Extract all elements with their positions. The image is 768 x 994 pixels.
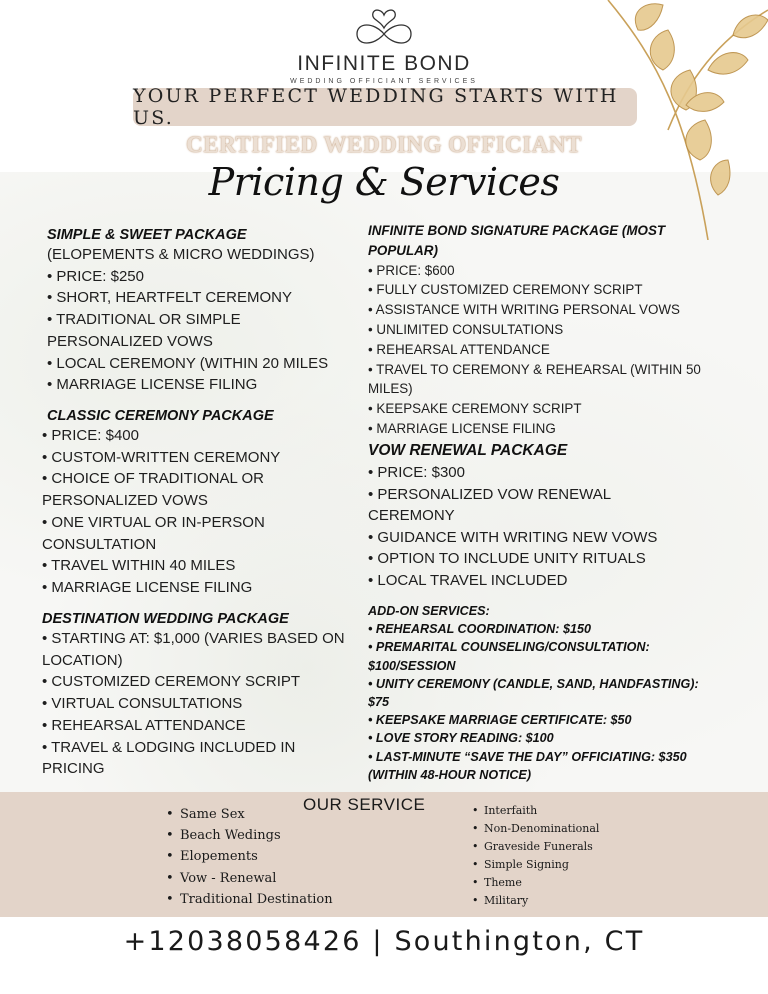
package-line: • STARTING AT: $1,000 (VARIES BASED ON (42, 630, 345, 647)
brand-name: INFINITE BOND (297, 52, 471, 75)
addon-line: • LAST-MINUTE “SAVE THE DAY” OFFICIATING: $350 (368, 749, 687, 764)
addon-line: ADD-ON SERVICES: (368, 604, 490, 618)
service-item: • Same Sex (166, 807, 245, 822)
destination-wedding-package (42, 611, 372, 780)
add-on-services (368, 602, 763, 784)
package-line: • MARRIAGE LICENSE FILING (42, 578, 253, 596)
addon-line: • KEEPSAKE MARRIAGE CERTIFICATE: $50 (368, 713, 632, 728)
contact-info: +12038058426 | Southington, CT (123, 926, 645, 957)
service-item: • Interfaith (472, 804, 538, 817)
service-item: • Theme (472, 876, 522, 889)
package-title: DESTINATION WEDDING PACKAGE (42, 611, 289, 627)
services-title: OUR SERVICE (303, 795, 426, 814)
package-line: • PRICE: $250 (47, 267, 144, 285)
package-line: • ASSISTANCE WITH WRITING PERSONAL VOWS (368, 302, 680, 318)
package-line: • KEEPSAKE CEREMONY SCRIPT (368, 401, 582, 417)
package-line: • LOCAL CEREMONY (WITHIN 20 MILES (47, 354, 329, 372)
package-line: • PRICE: $400 (42, 427, 139, 444)
package-line: PRICING (42, 760, 105, 778)
package-title: INFINITE BOND SIGNATURE PACKAGE (MOST (368, 223, 666, 238)
package-line: LOCATION) (42, 651, 123, 669)
package-line: • REHEARSAL ATTENDANCE (368, 341, 550, 357)
package-line: • MARRIAGE LICENSE FILING (368, 420, 556, 436)
signature-package (368, 221, 758, 439)
package-line: MILES) (368, 381, 413, 397)
package-line: • TRAVEL WITHIN 40 MILES (42, 557, 236, 575)
package-line: • CHOICE OF TRADITIONAL OR (42, 470, 264, 488)
package-line: PERSONALIZED VOWS (42, 492, 208, 510)
package-line: • SHORT, HEARTFELT CEREMONY (47, 289, 293, 307)
package-line: • GUIDANCE WITH WRITING NEW VOWS (368, 528, 658, 546)
package-line: (ELOPEMENTS & MICRO WEDDINGS) (47, 246, 315, 263)
package-title: VOW RENEWAL PACKAGE (368, 442, 568, 459)
brand-subtitle: WEDDING OFFICIANT SERVICES (290, 78, 478, 85)
page-title: Pricing & Services (208, 160, 560, 204)
service-item: • Elopements (166, 849, 258, 865)
package-line: • MARRIAGE LICENSE FILING (47, 376, 258, 394)
package-line: • ONE VIRTUAL OR IN-PERSON (42, 513, 265, 531)
tagline-banner (133, 85, 637, 129)
service-item: • Military (472, 894, 529, 907)
classic-ceremony-package (42, 408, 362, 599)
infinity-heart-icon (349, 8, 419, 50)
logo (0, 8, 768, 85)
simple-sweet-package (47, 227, 367, 396)
package-line: • TRAVEL TO CEREMONY & REHEARSAL (WITHIN 50 (368, 361, 701, 377)
addon-line: $100/SESSION (368, 658, 456, 673)
tagline: YOUR PERFECT WEDDING STARTS WITH US. (133, 85, 619, 129)
package-line: • PRICE: $300 (368, 464, 465, 481)
services-list-right (472, 802, 599, 910)
package-line: • CUSTOMIZED CEREMONY SCRIPT (42, 673, 301, 691)
package-line: • REHEARSAL ATTENDANCE (42, 716, 246, 734)
package-line: • UNLIMITED CONSULTATIONS (368, 321, 564, 337)
package-line: • VIRTUAL CONSULTATIONS (42, 695, 243, 713)
addon-line: • LOVE STORY READING: $100 (368, 731, 554, 746)
package-line: • OPTION TO INCLUDE UNITY RITUALS (368, 550, 646, 568)
service-item: • Simple Signing (472, 858, 569, 871)
package-line: • TRAVEL & LODGING INCLUDED IN (42, 738, 296, 756)
package-line: • PERSONALIZED VOW RENEWAL (368, 485, 612, 503)
package-line: CEREMONY (368, 507, 455, 525)
service-item: • Traditional Destination (166, 891, 333, 907)
vow-renewal-package (368, 440, 758, 592)
package-line: • FULLY CUSTOMIZED CEREMONY SCRIPT (368, 282, 643, 298)
services-list-left (166, 804, 333, 910)
package-title: SIMPLE & SWEET PACKAGE (47, 227, 247, 243)
package-line: • PRICE: $600 (368, 262, 455, 278)
addon-line: (WITHIN 48-HOUR NOTICE) (368, 767, 532, 782)
service-item: • Graveside Funerals (472, 840, 593, 853)
certified-heading: CERTIFIED WEDDING OFFICIANT (186, 132, 582, 157)
package-line: PERSONALIZED VOWS (47, 332, 213, 350)
package-line: CONSULTATION (42, 535, 157, 553)
addon-line: • PREMARITAL COUNSELING/CONSULTATION: (368, 640, 650, 655)
package-line: • CUSTOM-WRITTEN CEREMONY (42, 448, 281, 466)
addon-line: $75 (368, 695, 390, 710)
addon-line: • UNITY CEREMONY (CANDLE, SAND, HANDFASTING): (368, 676, 699, 691)
addon-line: • REHEARSAL COORDINATION: $150 (368, 622, 591, 637)
package-title: CLASSIC CEREMONY PACKAGE (47, 408, 274, 424)
package-title-cont: POPULAR) (368, 242, 438, 258)
package-line: • LOCAL TRAVEL INCLUDED (368, 571, 568, 589)
service-item: • Non-Denominational (472, 822, 600, 835)
service-item: • Vow - Renewal (166, 870, 277, 886)
package-line: • TRADITIONAL OR SIMPLE (47, 311, 241, 329)
service-item: • Beach Wedings (166, 828, 281, 844)
